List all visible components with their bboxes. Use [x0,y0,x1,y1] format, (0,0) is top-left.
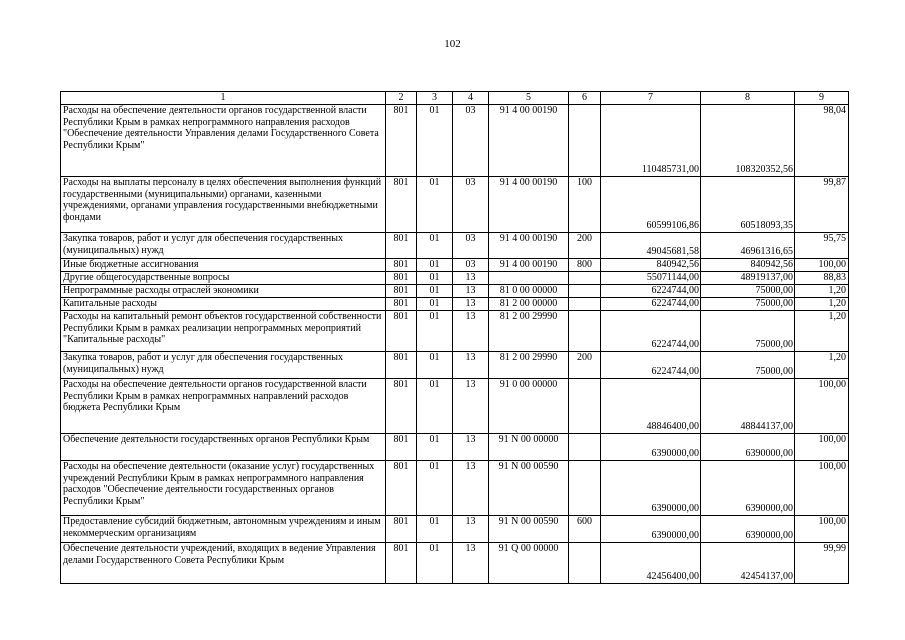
column-header-6: 6 [569,92,601,105]
row-expense-type: 600 [569,516,601,543]
row-executed-amount: 75000,00 [701,285,795,298]
row-target-article: 81 2 00 29990 [489,311,569,352]
row-planned-amount: 840942,56 [601,259,701,272]
column-header-1: 1 [61,92,386,105]
row-admin-code: 801 [386,298,417,311]
row-target-article: 91 Q 00 00000 [489,543,569,584]
row-percent: 98,04 [795,105,849,177]
row-executed-amount: 6390000,00 [701,461,795,516]
table-body [61,105,849,584]
row-executed-amount: 75000,00 [701,311,795,352]
row-planned-amount: 55071144,00 [601,272,701,285]
row-admin-code: 801 [386,233,417,259]
row-expense-type [569,272,601,285]
row-subsection: 13 [453,285,489,298]
table-row [61,311,849,352]
row-expense-type [569,434,601,461]
table-row [61,233,849,259]
row-admin-code: 801 [386,461,417,516]
row-section: 01 [417,105,453,177]
budget-table [60,91,849,584]
row-subsection: 03 [453,259,489,272]
row-name: Расходы на выплаты персоналу в целях обеспечения выполнения функций государственными (муниципальными) органами, казенными учреждениями, органами управления государственными внебюджетными фондами [61,177,386,233]
column-header-7: 7 [601,92,701,105]
table-row [61,461,849,516]
row-target-article: 91 4 00 00190 [489,177,569,233]
table-row [61,285,849,298]
row-name: Непрограммные расходы отраслей экономики [61,285,386,298]
row-section: 01 [417,311,453,352]
page-number: 102 [444,38,461,50]
row-executed-amount: 42454137,00 [701,543,795,584]
table-row [61,259,849,272]
row-target-article: 91 4 00 00190 [489,105,569,177]
row-target-article: 81 0 00 00000 [489,285,569,298]
row-expense-type: 200 [569,233,601,259]
row-name: Закупка товаров, работ и услуг для обеспечения государственных (муниципальных) нужд [61,233,386,259]
row-name: Расходы на обеспечение деятельности органов государственной власти Республики Крым в рамках непрограммных направлений расходов бюджета Республики Крым [61,379,386,434]
row-planned-amount: 42456400,00 [601,543,701,584]
row-expense-type [569,105,601,177]
table-row [61,105,849,177]
row-planned-amount: 6224744,00 [601,311,701,352]
row-percent: 1,20 [795,298,849,311]
row-admin-code: 801 [386,259,417,272]
row-admin-code: 801 [386,516,417,543]
row-executed-amount: 840942,56 [701,259,795,272]
row-section: 01 [417,233,453,259]
row-executed-amount: 6390000,00 [701,516,795,543]
row-percent: 100,00 [795,434,849,461]
row-admin-code: 801 [386,379,417,434]
row-section: 01 [417,352,453,379]
row-planned-amount: 60599106,86 [601,177,701,233]
row-admin-code: 801 [386,543,417,584]
row-planned-amount: 48846400,00 [601,379,701,434]
row-admin-code: 801 [386,272,417,285]
row-name: Обеспечение деятельности учреждений, входящих в ведение Управления делами Государственного Совета Республики Крым [61,543,386,584]
row-subsection: 13 [453,298,489,311]
row-target-article: 91 N 00 00590 [489,461,569,516]
row-expense-type [569,311,601,352]
row-percent: 1,20 [795,285,849,298]
row-section: 01 [417,434,453,461]
row-section: 01 [417,177,453,233]
row-percent: 95,75 [795,233,849,259]
row-expense-type [569,285,601,298]
row-subsection: 03 [453,105,489,177]
row-subsection: 03 [453,177,489,233]
table-row [61,434,849,461]
row-target-article: 91 0 00 00000 [489,379,569,434]
table-row [61,379,849,434]
table-row [61,272,849,285]
row-percent: 100,00 [795,379,849,434]
column-header-5: 5 [489,92,569,105]
row-executed-amount: 60518093,35 [701,177,795,233]
row-target-article: 91 N 00 00000 [489,434,569,461]
row-expense-type [569,543,601,584]
row-name: Капитальные расходы [61,298,386,311]
row-target-article: 91 4 00 00190 [489,233,569,259]
row-admin-code: 801 [386,105,417,177]
column-header-8: 8 [701,92,795,105]
row-subsection: 13 [453,311,489,352]
row-expense-type: 100 [569,177,601,233]
row-expense-type [569,298,601,311]
row-section: 01 [417,285,453,298]
row-executed-amount: 46961316,65 [701,233,795,259]
row-percent: 100,00 [795,461,849,516]
row-admin-code: 801 [386,352,417,379]
row-name: Иные бюджетные ассигнования [61,259,386,272]
row-section: 01 [417,516,453,543]
row-admin-code: 801 [386,434,417,461]
row-name: Закупка товаров, работ и услуг для обеспечения государственных (муниципальных) нужд [61,352,386,379]
row-planned-amount: 6224744,00 [601,352,701,379]
row-percent: 100,00 [795,259,849,272]
row-subsection: 13 [453,352,489,379]
row-subsection: 03 [453,233,489,259]
row-section: 01 [417,298,453,311]
table-row [61,177,849,233]
row-expense-type: 800 [569,259,601,272]
row-target-article: 91 N 00 00590 [489,516,569,543]
row-planned-amount: 110485731,00 [601,105,701,177]
row-subsection: 13 [453,461,489,516]
row-percent: 100,00 [795,516,849,543]
row-percent: 1,20 [795,311,849,352]
row-planned-amount: 6224744,00 [601,298,701,311]
row-name: Обеспечение деятельности государственных органов Республики Крым [61,434,386,461]
row-section: 01 [417,259,453,272]
table-row [61,352,849,379]
row-percent: 99,87 [795,177,849,233]
row-executed-amount: 108320352,56 [701,105,795,177]
row-subsection: 13 [453,543,489,584]
row-target-article [489,272,569,285]
row-planned-amount: 6224744,00 [601,285,701,298]
row-planned-amount: 49045681,58 [601,233,701,259]
row-expense-type [569,379,601,434]
row-executed-amount: 75000,00 [701,298,795,311]
row-target-article: 81 2 00 00000 [489,298,569,311]
table-row [61,298,849,311]
row-section: 01 [417,272,453,285]
row-target-article: 91 4 00 00190 [489,259,569,272]
row-name: Предоставление субсидий бюджетным, автономным учреждениям и иным некоммерческим организациям [61,516,386,543]
row-planned-amount: 6390000,00 [601,461,701,516]
row-executed-amount: 48919137,00 [701,272,795,285]
column-header-3: 3 [417,92,453,105]
row-name: Расходы на капитальный ремонт объектов государственной собственности Республики Крым в рамках реализации непрограммных мероприятий "Капитальные расходы" [61,311,386,352]
row-expense-type: 200 [569,352,601,379]
row-percent: 88,83 [795,272,849,285]
row-target-article: 81 2 00 29990 [489,352,569,379]
row-section: 01 [417,543,453,584]
row-percent: 1,20 [795,352,849,379]
row-subsection: 13 [453,272,489,285]
row-planned-amount: 6390000,00 [601,434,701,461]
row-name: Другие общегосударственные вопросы [61,272,386,285]
row-admin-code: 801 [386,311,417,352]
table-row [61,516,849,543]
row-planned-amount: 6390000,00 [601,516,701,543]
row-subsection: 13 [453,516,489,543]
column-header-4: 4 [453,92,489,105]
row-section: 01 [417,379,453,434]
header-row [61,92,849,105]
row-subsection: 13 [453,434,489,461]
column-header-9: 9 [795,92,849,105]
row-name: Расходы на обеспечение деятельности органов государственной власти Республики Крым в рамках непрограммного направления расходов "Обеспечение деятельности Управления делами Государственного Совета Республики Крым" [61,105,386,177]
row-subsection: 13 [453,379,489,434]
row-admin-code: 801 [386,285,417,298]
column-header-2: 2 [386,92,417,105]
table-row [61,543,849,584]
row-executed-amount: 75000,00 [701,352,795,379]
row-name: Расходы на обеспечение деятельности (оказание услуг) государственных учреждений Республики Крым в рамках непрограммного направления расходов "Обеспечение деятельности государственных органов Республики Крым" [61,461,386,516]
row-section: 01 [417,461,453,516]
row-admin-code: 801 [386,177,417,233]
row-executed-amount: 48844137,00 [701,379,795,434]
row-expense-type [569,461,601,516]
row-executed-amount: 6390000,00 [701,434,795,461]
row-percent: 99,99 [795,543,849,584]
